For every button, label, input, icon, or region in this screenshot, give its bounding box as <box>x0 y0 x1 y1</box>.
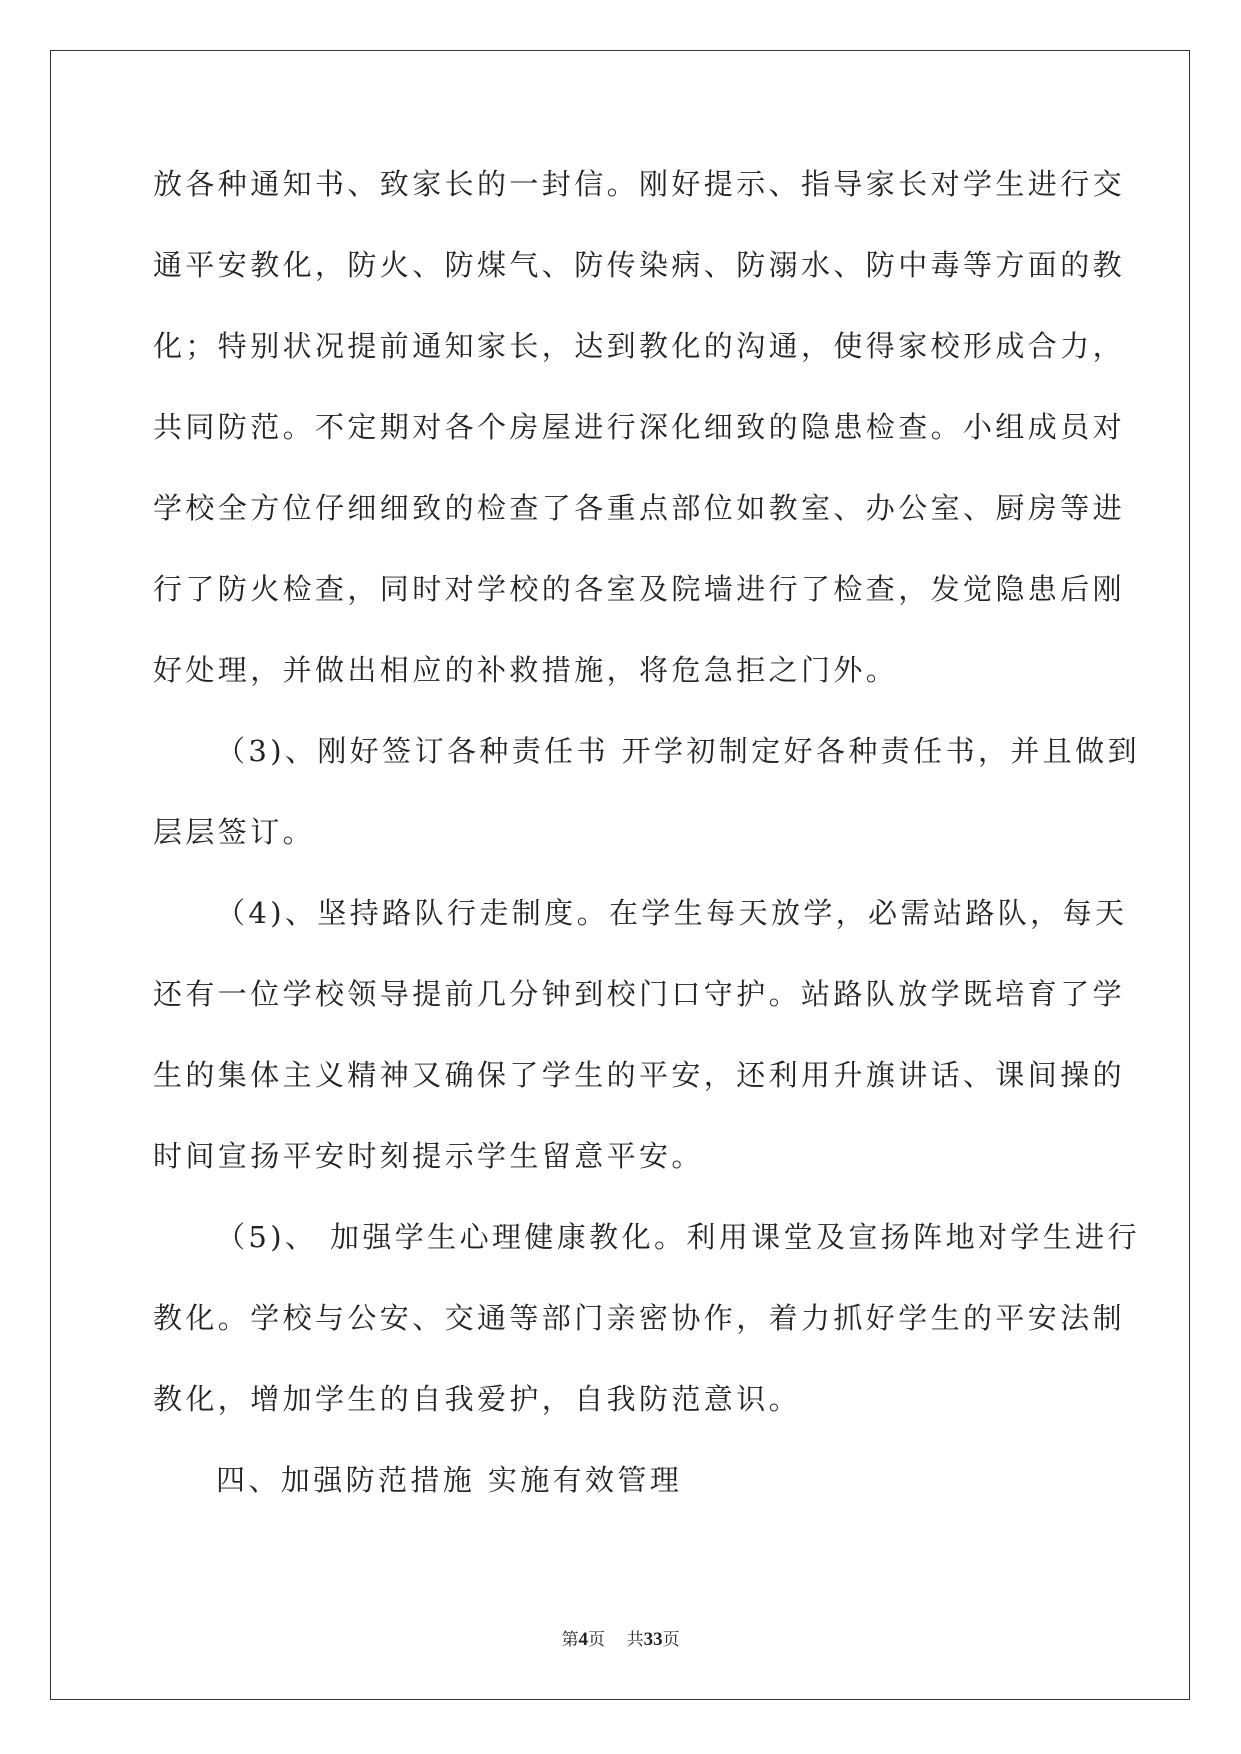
text-line: 生的集体主义精神又确保了学生的平安，还利用升旗讲话、课间操的 <box>153 1058 1126 1092</box>
text-line: 还有一位学校领导提前几分钟到校门口守护。站路队放学既培育了学 <box>153 977 1126 1011</box>
section-heading: 四、加强防范措施 实施有效管理 <box>216 1463 683 1497</box>
paragraph-4-start: （4)、坚持路队行走制度。在学生每天放学，必需站路队，每天 <box>216 896 1128 930</box>
text-line: 层层签订。 <box>153 815 316 849</box>
text-line: 好处理，并做出相应的补救措施，将危急拒之门外。 <box>153 653 899 687</box>
footer-prefix: 第 <box>561 1630 579 1650</box>
text-line: 时间宣扬平安时刻提示学生留意平安。 <box>153 1139 704 1173</box>
footer-total-prefix: 共 <box>626 1630 644 1650</box>
footer-page-suffix: 页 <box>587 1630 605 1650</box>
text-line: 教化。学校与公安、交通等部门亲密协作，着力抓好学生的平安法制 <box>153 1301 1126 1335</box>
footer-page-number: 4 <box>578 1629 588 1650</box>
text-line: 放各种通知书、致家长的一封信。刚好提示、指导家长对学生进行交 <box>153 167 1126 201</box>
text-line: 行了防火检查，同时对学校的各室及院墙进行了检查，发觉隐患后刚 <box>153 572 1126 606</box>
text-line: 化；特别状况提前通知家长，达到教化的沟通，使得家校形成合力， <box>153 329 1126 363</box>
document-body <box>153 167 1140 1545</box>
paragraph-3-start: （3)、刚好签订各种责任书 开学初制定好各种责任书，并且做到 <box>216 734 1140 768</box>
page-footer <box>0 1625 1241 1651</box>
text-line: 通平安教化，防火、防煤气、防传染病、防溺水、防中毒等方面的教 <box>153 248 1126 282</box>
footer-total-suffix: 页 <box>662 1630 680 1650</box>
text-line: 共同防范。不定期对各个房屋进行深化细致的隐患检查。小组成员对 <box>153 410 1126 444</box>
text-line: 学校全方位仔细细致的检查了各重点部位如教室、办公室、厨房等进 <box>153 491 1126 525</box>
footer-total-pages: 33 <box>643 1629 663 1650</box>
paragraph-5-start: （5)、 加强学生心理健康教化。利用课堂及宣扬阵地对学生进行 <box>216 1220 1140 1254</box>
text-line: 教化，增加学生的自我爱护，自我防范意识。 <box>153 1382 802 1416</box>
